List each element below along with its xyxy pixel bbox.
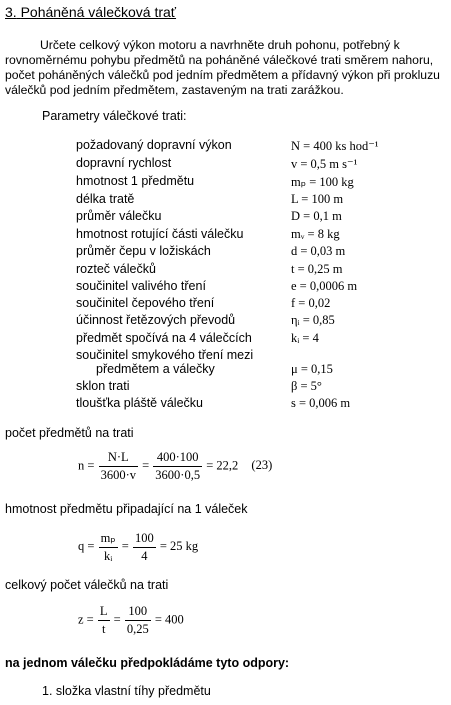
fraction-numerator: 100 [133,531,156,548]
param-label: předmět spočívá na 4 válečcích [76,331,252,345]
intro-line-2: rovnoměrnému pohybu předmětů na poháněné válečkové trati směrem nahoru, [5,53,434,67]
fraction-numerator: 400·100 [153,450,202,467]
intro-paragraph [5,38,445,98]
fraction-denominator: 0,25 [126,622,149,636]
param-value: D = 0,1 m [291,209,342,223]
fraction-denominator: t [101,622,106,636]
param-label: součinitel čepového tření [76,296,215,310]
intro-line-3: počet poháněných válečků pod jedním předmětem a přídavný výkon při prokluzu [5,68,440,82]
list-item: 1. složka vlastní tíhy předmětu [42,684,211,698]
fraction-numerator: 100 [125,604,151,621]
intro-line-1: Určete celkový výkon motoru a navrhněte druh pohonu, potřebný k [40,38,400,52]
calc2-lhs: q = [78,538,95,553]
calc3-result: = 400 [154,612,184,627]
param-value: μ = 0,15 [291,362,333,376]
fraction-numerator: N·L [99,450,138,467]
calc1-result: = 22,2 [206,458,239,473]
equals-sign: = [113,612,121,627]
section-title-text: Poháněná válečková trať [20,4,177,20]
equals-sign: = [142,458,150,473]
param-label: tloušťka pláště válečku [76,396,203,410]
calc2-fraction-numeric [133,531,156,564]
equals-sign: = [121,538,129,553]
resistances-heading: na jednom válečku předpokládáme tyto odpory: [5,656,290,670]
param-label: průměr válečku [76,209,162,223]
param-value: s = 0,006 m [291,396,351,410]
intro-line-4: válečků pod jedním předmětem, zastaveným na trati zarážkou. [5,83,344,97]
param-label: průměr čepu v ložiskách [76,244,211,258]
param-value: ηᵢ = 0,85 [291,313,335,327]
calc3-fraction-numeric [125,604,151,637]
fraction-denominator: 4 [141,548,148,563]
calc1-equation [78,450,272,483]
param-label: hmotnost rotující části válečku [76,227,244,241]
fraction-numerator: L [98,604,110,621]
param-value: t = 0,25 m [291,262,343,276]
calc2-heading: hmotnost předmětu připadající na 1 váleček [5,502,248,516]
fraction-denominator: kᵢ [103,549,113,563]
param-label: hmotnost 1 předmětu [76,174,195,188]
param-label: délka tratě [76,192,135,206]
calc1-fraction-numeric [153,450,202,483]
param-value: N = 400 ks hod⁻¹ [291,139,379,153]
section-number: 3. [5,4,17,20]
param-value: f = 0,02 [291,296,331,310]
param-value: β = 5° [291,379,322,393]
calc3-lhs: z = [78,612,94,627]
param-value: e = 0,0006 m [291,279,358,293]
equation-reference: (23) [251,458,273,473]
param-label: požadovaný dopravní výkon [76,138,232,152]
fraction-numerator: mₚ [99,530,118,548]
fraction-denominator: 3600·v [100,468,136,482]
param-label: účinnost řetězových převodů [76,313,236,327]
param-value: mₚ = 100 kg [291,175,354,189]
calc2-equation [78,530,198,564]
param-value: L = 100 m [291,192,344,206]
calc1-lhs: n = [78,458,95,473]
calc3-fraction-symbolic [98,604,110,637]
param-label: součinitel smykového tření mezi [76,348,254,362]
calc1-heading: počet předmětů na trati [5,426,134,440]
param-value: d = 0,03 m [291,244,346,258]
param-label: dopravní rychlost [76,156,172,170]
section-title [5,4,176,20]
params-heading: Parametry válečkové trati: [42,109,187,123]
calc1-fraction-symbolic [99,450,138,483]
param-label: rozteč válečků [76,262,156,276]
fraction-denominator: 3600·0,5 [155,468,201,482]
param-label: předmětem a válečky [96,362,215,376]
param-value: kᵢ = 4 [291,331,319,345]
param-label: sklon trati [76,379,130,393]
calc3-heading: celkový počet válečků na trati [5,578,169,592]
calc2-fraction-symbolic [99,530,118,564]
calc2-result: = 25 kg [159,538,199,553]
param-value: mᵥ = 8 kg [291,227,340,241]
param-value: v = 0,5 m s⁻¹ [291,157,358,171]
param-label: součinitel valivého tření [76,279,206,293]
calc3-equation [78,604,184,637]
